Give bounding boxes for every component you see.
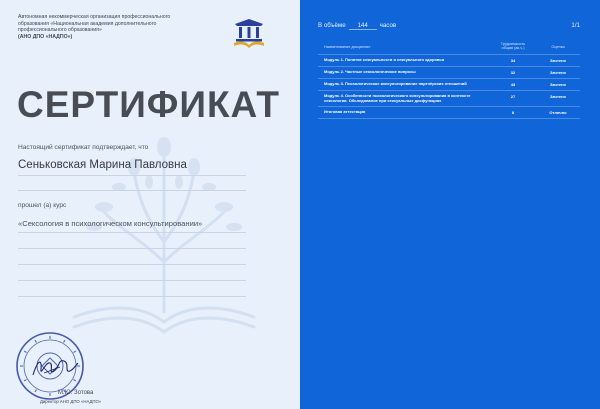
row-discipline: Модуль 2. Частные сексологические вопросы [324, 69, 416, 74]
table-divider [318, 118, 580, 119]
divider-line [18, 248, 246, 249]
disciplines-table-header [318, 42, 580, 54]
row-hours: 27 [510, 94, 516, 99]
organization-abbreviation: (АНО ДПО «НАДПО») [18, 33, 73, 40]
volume-hours: 144 [349, 22, 377, 30]
table-divider [318, 78, 580, 79]
divider-line [18, 264, 246, 265]
row-grade: Зачтено [550, 94, 566, 99]
row-hours: 43 [510, 82, 516, 87]
row-grade: Зачтено [550, 70, 566, 75]
header-discipline: Наименование дисциплин [324, 45, 371, 49]
page-number: 1/1 [571, 22, 580, 29]
divider-line [18, 296, 246, 297]
row-hours: 34 [510, 58, 516, 63]
row-discipline: Модуль 3. Психологическое консультирование партнёрских отношений [324, 81, 467, 86]
row-hours: 8 [511, 110, 515, 115]
table-divider [318, 90, 580, 91]
recipient-name: Сеньковская Марина Павловна [18, 159, 187, 171]
signer-name: М.Ю. Зотова [58, 390, 94, 396]
table-divider [318, 106, 580, 107]
course-name: «Сексология в психологическом консультировании» [18, 219, 203, 228]
signer-title: Директор АНО ДПО «НАДПО» [40, 399, 102, 404]
table-divider [318, 54, 580, 55]
certificate-title: СЕРТИФИКАТ [17, 84, 281, 125]
organization-name [18, 14, 193, 40]
divider-line [18, 232, 246, 233]
header-hours: Трудоемкость общая (ак.ч.) [500, 42, 526, 51]
table-divider [318, 66, 580, 67]
volume-suffix: часов [379, 22, 397, 29]
row-discipline: Модуль 4. Особенности психологического консультирования в контексте сексологии. Обследование при сексуальных дисфункциях [324, 93, 471, 103]
volume-prefix: В объёме [318, 22, 346, 29]
divider-line [18, 175, 246, 176]
academy-crest-icon [232, 18, 266, 50]
course-passed-text: прошел (а) курс [18, 202, 67, 209]
certificate-back [300, 0, 600, 409]
divider-line [18, 190, 246, 191]
row-discipline: Модуль 1. Понятие сексуальности и сексуального здоровья [324, 57, 445, 62]
row-discipline: Итоговая аттестация [324, 109, 366, 114]
divider-line [18, 280, 246, 281]
course-volume [318, 22, 396, 30]
header-grade: Оценка [551, 45, 565, 49]
handwritten-signature-icon [30, 355, 80, 381]
confirmation-text: Настоящий сертификат подтверждает, что [18, 144, 149, 151]
row-grade: Отлично [549, 110, 567, 115]
row-grade: Зачтено [550, 82, 566, 87]
organization-full-name: Автономная некоммерческая организация профессионального образования «Национальная академия дополнительного профессионального образования» [18, 14, 171, 34]
row-hours: 32 [510, 70, 516, 75]
row-grade: Зачтено [550, 58, 566, 63]
